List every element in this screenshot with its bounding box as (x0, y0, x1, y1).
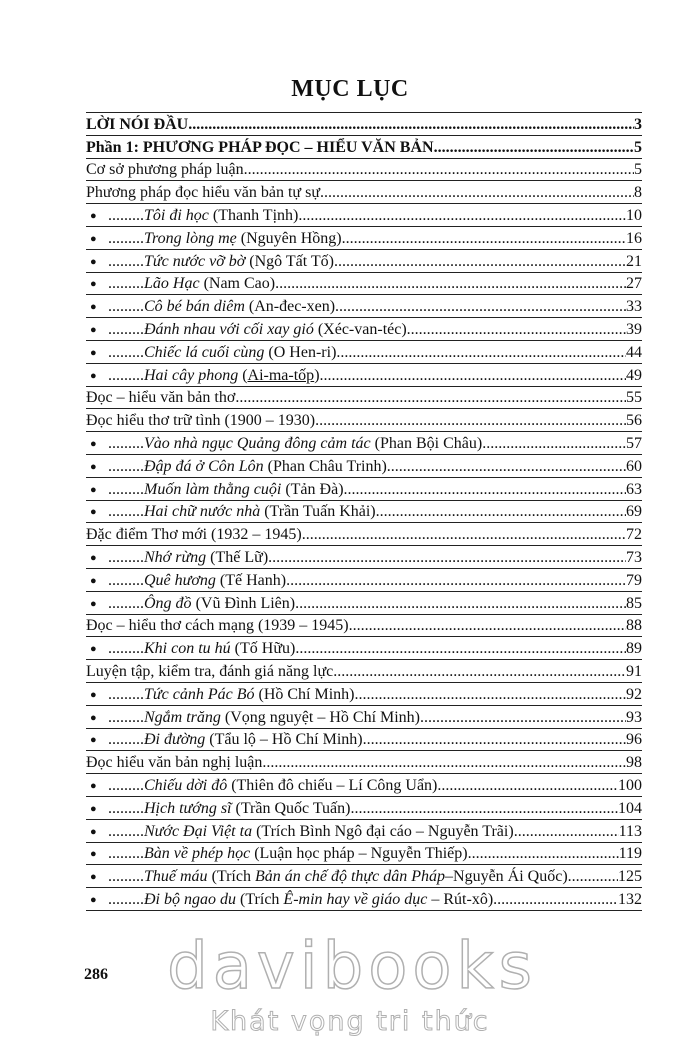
toc-subentry (86, 295, 642, 318)
toc-page-number: 57 (626, 434, 642, 452)
toc-page-number: 69 (626, 503, 642, 521)
toc-subentry (86, 683, 642, 706)
author-note: (Hồ Chí Minh) (254, 685, 355, 703)
source-title: Ê-min hay về giáo dục (283, 890, 428, 908)
toc-page-number: 92 (626, 685, 642, 703)
toc-subentry (86, 820, 642, 843)
toc-entry-title (86, 116, 188, 134)
leader-dots: ......... (108, 457, 144, 475)
work-title: Đập đá ở Côn Lôn (144, 457, 264, 475)
toc-entry-title (86, 663, 333, 681)
dot-leader (336, 344, 626, 362)
dot-leader (235, 389, 626, 407)
bullet-icon: ● (90, 711, 97, 724)
dot-leader (376, 503, 626, 521)
bullet-icon: ● (90, 369, 97, 382)
author-note: (Trích (236, 890, 284, 908)
author-note: (An-đec-xen) (244, 298, 336, 316)
work-title: Quê hương (144, 571, 216, 589)
toc-entry-title (86, 184, 320, 202)
author-note: (Tố Hữu) (230, 640, 296, 658)
leader-dots: ......... (108, 571, 144, 589)
toc-entry-title (108, 572, 286, 590)
author-note: (Ngô Tất Tố) (245, 252, 335, 270)
toc-entry-title (108, 800, 350, 818)
author-note: (Trần Tuấn Khải) (260, 503, 376, 521)
leader-dots: ......... (108, 434, 144, 452)
toc-entry-title (108, 709, 420, 727)
dot-leader (434, 139, 634, 157)
dot-leader (268, 549, 626, 567)
author-note: (Thiên đô chiếu – Lí Công Uẩn) (227, 776, 438, 794)
work-title: Hịch tướng sĩ (144, 799, 232, 817)
toc-subentry (86, 637, 642, 660)
bullet-icon: ● (90, 597, 97, 610)
dot-leader (244, 161, 634, 179)
toc-subentry (86, 865, 642, 888)
section-title: Đọc hiểu văn bản nghị luận (86, 754, 263, 772)
toc-entry-title (108, 845, 468, 863)
author-note: – Rút-xô) (427, 890, 494, 908)
toc-entry-title (108, 503, 376, 521)
toc-entry (86, 113, 642, 136)
bullet-icon: ● (90, 802, 97, 815)
leader-dots: ......... (108, 640, 144, 658)
toc-subentry (86, 546, 642, 569)
toc-subentry (86, 729, 642, 752)
dot-leader (320, 184, 634, 202)
leader-dots: ......... (108, 799, 144, 817)
author-note: (Phan Châu Trinh) (263, 457, 387, 475)
toc-page-number: 125 (618, 868, 642, 886)
toc-entry-title (86, 161, 244, 179)
toc-page-number: 33 (626, 298, 642, 316)
toc-subentry (86, 797, 642, 820)
toc-entry-title (108, 253, 334, 271)
author-note: ) (314, 366, 320, 384)
leader-dots: ......... (108, 503, 144, 521)
toc-entry-title (108, 207, 298, 225)
work-title: Muốn làm thằng cuội (144, 480, 282, 498)
bullet-icon: ● (90, 688, 97, 701)
leader-dots: ......... (108, 229, 144, 247)
bullet-icon: ● (90, 574, 97, 587)
work-title: Thuế máu (144, 868, 208, 886)
dot-leader (387, 458, 626, 476)
author-note: (Luận học pháp – Nguyễn Thiếp) (250, 845, 468, 863)
dot-leader (482, 435, 626, 453)
author-note: (Tế Hanh) (215, 571, 287, 589)
toc-entry (86, 615, 642, 638)
toc-entry-title (108, 686, 354, 704)
leader-dots: ......... (108, 548, 144, 566)
toc-page-number: 89 (626, 640, 642, 658)
toc-entry-title (108, 367, 320, 385)
toc-entry-title (86, 617, 349, 635)
bullet-icon: ● (90, 893, 97, 906)
work-title: Tức nước vỡ bờ (144, 252, 246, 270)
section-title: Phương pháp đọc hiểu văn bản tự sự (86, 184, 320, 202)
toc-entry-title (86, 139, 434, 157)
toc-subentry (86, 364, 642, 387)
toc-page-number: 104 (618, 799, 642, 817)
leader-dots: ......... (108, 366, 144, 384)
work-title: Vào nhà ngục Quảng đông cảm tác (144, 434, 371, 452)
section-title: Đọc – hiểu văn bản thơ (86, 389, 236, 407)
leader-dots: ......... (108, 685, 144, 703)
dot-leader (407, 321, 626, 339)
toc-subentry (86, 227, 642, 250)
toc-subentry (86, 318, 642, 341)
author-note: (Tẩu lộ – Hồ Chí Minh) (205, 731, 363, 749)
toc-page-number: 39 (626, 320, 642, 338)
dot-leader (363, 731, 626, 749)
bullet-icon: ● (90, 643, 97, 656)
toc-page-number: 113 (618, 822, 642, 840)
bullet-icon: ● (90, 825, 97, 838)
work-title: Nước Đại Việt ta (144, 822, 253, 840)
dot-leader (568, 868, 618, 886)
watermark-brand: davibooks (167, 930, 537, 1004)
toc-entry (86, 523, 642, 546)
toc-page-number: 100 (618, 776, 642, 794)
work-title: Hai chữ nước nhà (144, 503, 261, 521)
dot-leader (286, 572, 626, 590)
bullet-icon: ● (90, 437, 97, 450)
author-note: (Trích Bình Ngô đại cáo – Nguyễn Trãi) (252, 822, 514, 840)
section-title: Đặc điểm Thơ mới (1932 – 1945) (86, 526, 302, 544)
dot-leader (350, 800, 618, 818)
bullet-icon: ● (90, 460, 97, 473)
toc-page-number: 55 (626, 389, 642, 407)
bullet-icon: ● (90, 483, 97, 496)
section-title: Phần 1: PHƯƠNG PHÁP ĐỌC – HIỂU VĂN BẢN (86, 138, 434, 156)
section-title: Đọc hiểu thơ trữ tình (1900 – 1930) (86, 412, 316, 430)
toc-subentry (86, 250, 642, 273)
bullet-icon: ● (90, 301, 97, 314)
toc-page-number: 16 (626, 229, 642, 247)
dot-leader (493, 891, 618, 909)
toc-entry (86, 409, 642, 432)
toc-subentry (86, 478, 642, 501)
work-title: Bàn về phép học (144, 845, 251, 863)
dot-leader (295, 640, 626, 658)
work-title: Ông đồ (144, 594, 192, 612)
bullet-icon: ● (90, 871, 97, 884)
toc-page-number: 119 (618, 845, 642, 863)
leader-dots: ......... (108, 822, 144, 840)
toc-entry (86, 660, 642, 683)
toc-subentry (86, 273, 642, 296)
toc-page-number: 60 (626, 457, 642, 475)
work-title: Trong lòng mẹ (144, 229, 237, 247)
watermark-tagline: Khát vọng tri thức (210, 1006, 490, 1037)
toc-entry-title (108, 230, 342, 248)
toc-entry-title (108, 344, 336, 362)
author-note: (Vũ Đình Liên) (191, 594, 296, 612)
toc-page-number: 5 (634, 161, 642, 179)
work-title: Đi đường (144, 731, 206, 749)
bullet-icon: ● (90, 346, 97, 359)
leader-dots: ......... (108, 275, 144, 293)
toc-page-number: 96 (626, 731, 642, 749)
toc-entry-title (108, 777, 437, 795)
section-title: Đọc – hiểu thơ cách mạng (1939 – 1945) (86, 617, 349, 635)
toc-page-number: 10 (626, 206, 642, 224)
dot-leader (354, 686, 626, 704)
dot-leader (437, 777, 618, 795)
dot-leader (333, 663, 626, 681)
work-title: Hai cây phong (144, 366, 239, 384)
toc-page-number: 73 (626, 548, 642, 566)
toc-subentry (86, 204, 642, 227)
table-of-contents (86, 112, 642, 911)
dot-leader (514, 823, 619, 841)
toc-page-number: 49 (626, 366, 642, 384)
toc-subentry (86, 501, 642, 524)
author-note: (Trần Quốc Tuấn) (231, 799, 351, 817)
bullet-icon: ● (90, 506, 97, 519)
dot-leader (420, 709, 626, 727)
author-note: (Nguyên Hồng) (236, 229, 342, 247)
toc-page-number: 91 (626, 662, 642, 680)
dot-leader (320, 367, 626, 385)
dot-leader (188, 116, 634, 134)
leader-dots: ......... (108, 731, 144, 749)
bullet-icon: ● (90, 734, 97, 747)
toc-subentry (86, 455, 642, 478)
toc-page-number: 21 (626, 252, 642, 270)
author-note: (Thế Lữ) (206, 548, 269, 566)
toc-subentry (86, 706, 642, 729)
toc-entry-title (108, 891, 493, 909)
leader-dots: ......... (108, 890, 144, 908)
dot-leader (349, 617, 626, 635)
toc-entry-title (86, 754, 262, 772)
dot-leader (275, 275, 626, 293)
toc-page-number: 98 (626, 754, 642, 772)
toc-page-number: 72 (626, 526, 642, 544)
author-note: (Vọng nguyệt – Hồ Chí Minh) (220, 708, 421, 726)
toc-entry (86, 136, 642, 159)
leader-dots: ......... (108, 594, 144, 612)
bullet-icon: ● (90, 278, 97, 291)
toc-page-number: 5 (634, 138, 642, 156)
toc-page-number: 63 (626, 480, 642, 498)
toc-entry-title (86, 526, 302, 544)
toc-entry-title (108, 823, 514, 841)
toc-entry-title (86, 389, 235, 407)
author-note: (Xéc-van-téc) (313, 320, 407, 338)
dot-leader (334, 253, 626, 271)
toc-page-number: 44 (626, 343, 642, 361)
work-title: Chiếu dời đô (144, 776, 228, 794)
leader-dots: ......... (108, 252, 144, 270)
page-number: 286 (84, 966, 108, 983)
toc-entry-title (108, 298, 335, 316)
page-title: MỤC LỤC (291, 76, 409, 102)
toc-entry (86, 159, 642, 182)
author-note: (Tản Đà) (281, 480, 344, 498)
work-title: Tức cảnh Pác Bó (144, 685, 255, 703)
toc-page-number: 132 (618, 890, 642, 908)
toc-entry-title (108, 435, 482, 453)
leader-dots: ......... (108, 708, 144, 726)
work-title: Tôi đi học (144, 206, 209, 224)
dot-leader (335, 298, 626, 316)
toc-entry-title (108, 321, 407, 339)
toc-entry (86, 387, 642, 410)
toc-entry-title (108, 549, 268, 567)
work-title: Ngắm trăng (144, 708, 221, 726)
bullet-icon: ● (90, 255, 97, 268)
leader-dots: ......... (108, 320, 144, 338)
toc-entry-title (108, 731, 363, 749)
toc-entry-title (108, 595, 295, 613)
toc-entry-title (108, 640, 295, 658)
dot-leader (342, 230, 626, 248)
author-note: –Nguyễn Ái Quốc) (445, 868, 568, 886)
toc-entry-title (108, 481, 344, 499)
leader-dots: ......... (108, 480, 144, 498)
dot-leader (302, 526, 626, 544)
toc-page-number: 27 (626, 275, 642, 293)
work-title: Lão Hạc (144, 275, 200, 293)
section-title: Cơ sở phương pháp luận (86, 161, 244, 179)
section-title: Luyện tập, kiểm tra, đánh giá năng lực (86, 662, 334, 680)
toc-subentry (86, 432, 642, 455)
section-title: LỜI NÓI ĐẦU (86, 115, 189, 133)
bullet-icon: ● (90, 232, 97, 245)
toc-subentry (86, 341, 642, 364)
toc-page-number: 56 (626, 412, 642, 430)
toc-entry-title (108, 275, 275, 293)
work-title: Đi bộ ngao du (144, 890, 236, 908)
leader-dots: ......... (108, 343, 144, 361)
bullet-icon: ● (90, 209, 97, 222)
author-note: (O Hen-ri) (264, 343, 337, 361)
toc-page-number: 79 (626, 571, 642, 589)
work-title: Khi con tu hú (144, 640, 231, 658)
author-note: (Thanh Tịnh) (208, 206, 299, 224)
toc-subentry (86, 843, 642, 866)
toc-page-number: 3 (634, 115, 642, 133)
dot-leader (468, 845, 619, 863)
source-title: Bản án chế độ thực dân Pháp (254, 868, 446, 886)
toc-page-number: 8 (634, 184, 642, 202)
dot-leader (344, 481, 626, 499)
toc-entry (86, 751, 642, 774)
author-note: (Nam Cao) (199, 275, 276, 293)
toc-entry-title (108, 868, 568, 886)
work-title: Chiếc lá cuối cùng (144, 343, 265, 361)
toc-entry (86, 181, 642, 204)
bullet-icon: ● (90, 551, 97, 564)
leader-dots: ......... (108, 868, 144, 886)
toc-page-number: 85 (626, 594, 642, 612)
work-title: Nhớ rừng (144, 548, 207, 566)
toc-entry-title (108, 458, 387, 476)
toc-page-number: 88 (626, 617, 642, 635)
leader-dots: ......... (108, 206, 144, 224)
bullet-icon: ● (90, 848, 97, 861)
toc-subentry (86, 888, 642, 911)
author-note: (Phan Bội Châu) (370, 434, 483, 452)
bullet-icon: ● (90, 323, 97, 336)
toc-subentry (86, 569, 642, 592)
toc-subentry (86, 774, 642, 797)
toc-page-number: 93 (626, 708, 642, 726)
bullet-icon: ● (90, 779, 97, 792)
work-title: Đánh nhau với cối xay gió (144, 320, 314, 338)
leader-dots: ......... (108, 776, 144, 794)
author-note: (Trích (207, 868, 255, 886)
dot-leader (298, 207, 626, 225)
work-title: Cô bé bán diêm (144, 298, 245, 316)
author-note: ( (238, 366, 248, 384)
toc-entry-title (86, 412, 315, 430)
author-note-underlined: Ai-ma-tốp (247, 366, 315, 384)
leader-dots: ......... (108, 845, 144, 863)
dot-leader (295, 595, 626, 613)
toc-subentry (86, 592, 642, 615)
leader-dots: ......... (108, 298, 144, 316)
dot-leader (262, 754, 626, 772)
dot-leader (315, 412, 626, 430)
